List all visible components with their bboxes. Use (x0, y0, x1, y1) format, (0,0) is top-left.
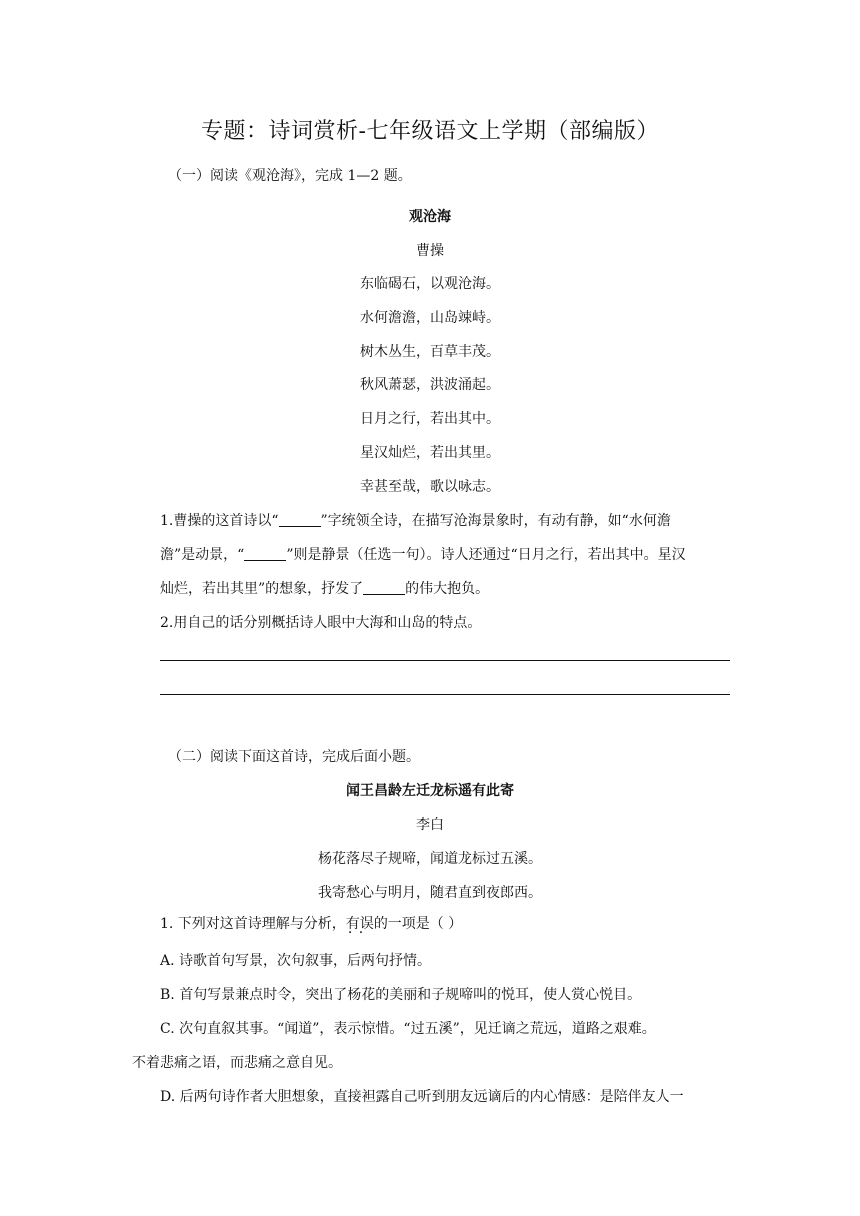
question-s2-1: 1. 下列对这首诗理解与分析，有误 · ·的一项是（ ） (160, 913, 462, 933)
question-1-line1: 1.曹操的这首诗以“ ”字统领全诗，在描写沧海景象时，有动有静，如“水何澹 (160, 513, 671, 529)
question-2: 2.用自己的话分别概括诗人眼中大海和山岛的特点。 (160, 615, 482, 631)
answer-blank[interactable] (279, 512, 321, 527)
option-c[interactable]: C. 次句直叙其事。“闻道”，表示惊惜。“过五溪”，见迁谪之荒远，道路之艰难。 (160, 1021, 656, 1037)
poem2-title: 闻王昌龄左迁龙标遥有此寄 (346, 783, 514, 799)
poem1-line: 日月之行，若出其中。 (360, 411, 500, 427)
poem1-author: 曹操 (416, 243, 444, 259)
poem1-line: 幸甚至哉，歌以咏志。 (360, 479, 500, 495)
answer-blank[interactable] (363, 580, 405, 595)
option-b[interactable]: B. 首句写景兼点时令，突出了杨花的美丽和子规啼叫的悦耳，使人赏心悦目。 (160, 987, 642, 1003)
option-c-continued: 不着悲痛之语，而悲痛之意自见。 (132, 1055, 342, 1071)
poem1-title: 观沧海 (409, 209, 451, 225)
poem2-line: 我寄愁心与明月，随君直到夜郎西。 (318, 885, 542, 901)
poem1-line: 秋风萧瑟，洪波涌起。 (360, 377, 500, 393)
poem2-author: 李白 (416, 817, 444, 833)
poem1-line: 树木丛生，百草丰茂。 (360, 344, 500, 360)
question-1-line2: 澹”是动景，“ ”则是静景（任选一句）。诗人还通过“日月之行，若出其中。星汉 (160, 547, 686, 563)
poem1-line: 水何澹澹，山岛竦峙。 (360, 310, 500, 326)
answer-line[interactable] (160, 660, 730, 661)
page-title: 专题：诗词赏析-七年级语文上学期（部编版） (201, 119, 659, 144)
option-d[interactable]: D. 后两句诗作者大胆想象，直接袒露自己听到朋友远谪后的内心情感：是陪伴友人一 (160, 1089, 684, 1105)
section2-header: （二）阅读下面这首诗，完成后面小题。 (168, 749, 420, 765)
poem2-line: 杨花落尽子规啼，闻道龙标过五溪。 (318, 851, 542, 867)
poem1-line: 东临碣石，以观沧海。 (360, 276, 500, 292)
answer-line[interactable] (160, 694, 730, 695)
question-1-line3: 灿烂，若出其里”的想象，抒发了 的伟大抱负。 (160, 581, 490, 597)
section1-header: （一）阅读《观沧海》，完成 1—2 题。 (168, 168, 412, 184)
option-a[interactable]: A. 诗歌首句写景，次句叙事，后两句抒情。 (160, 953, 432, 969)
answer-blank[interactable] (244, 546, 286, 561)
emphasis-dots: 有误 · · (346, 913, 374, 933)
poem1-line: 星汉灿烂，若出其里。 (360, 445, 500, 461)
